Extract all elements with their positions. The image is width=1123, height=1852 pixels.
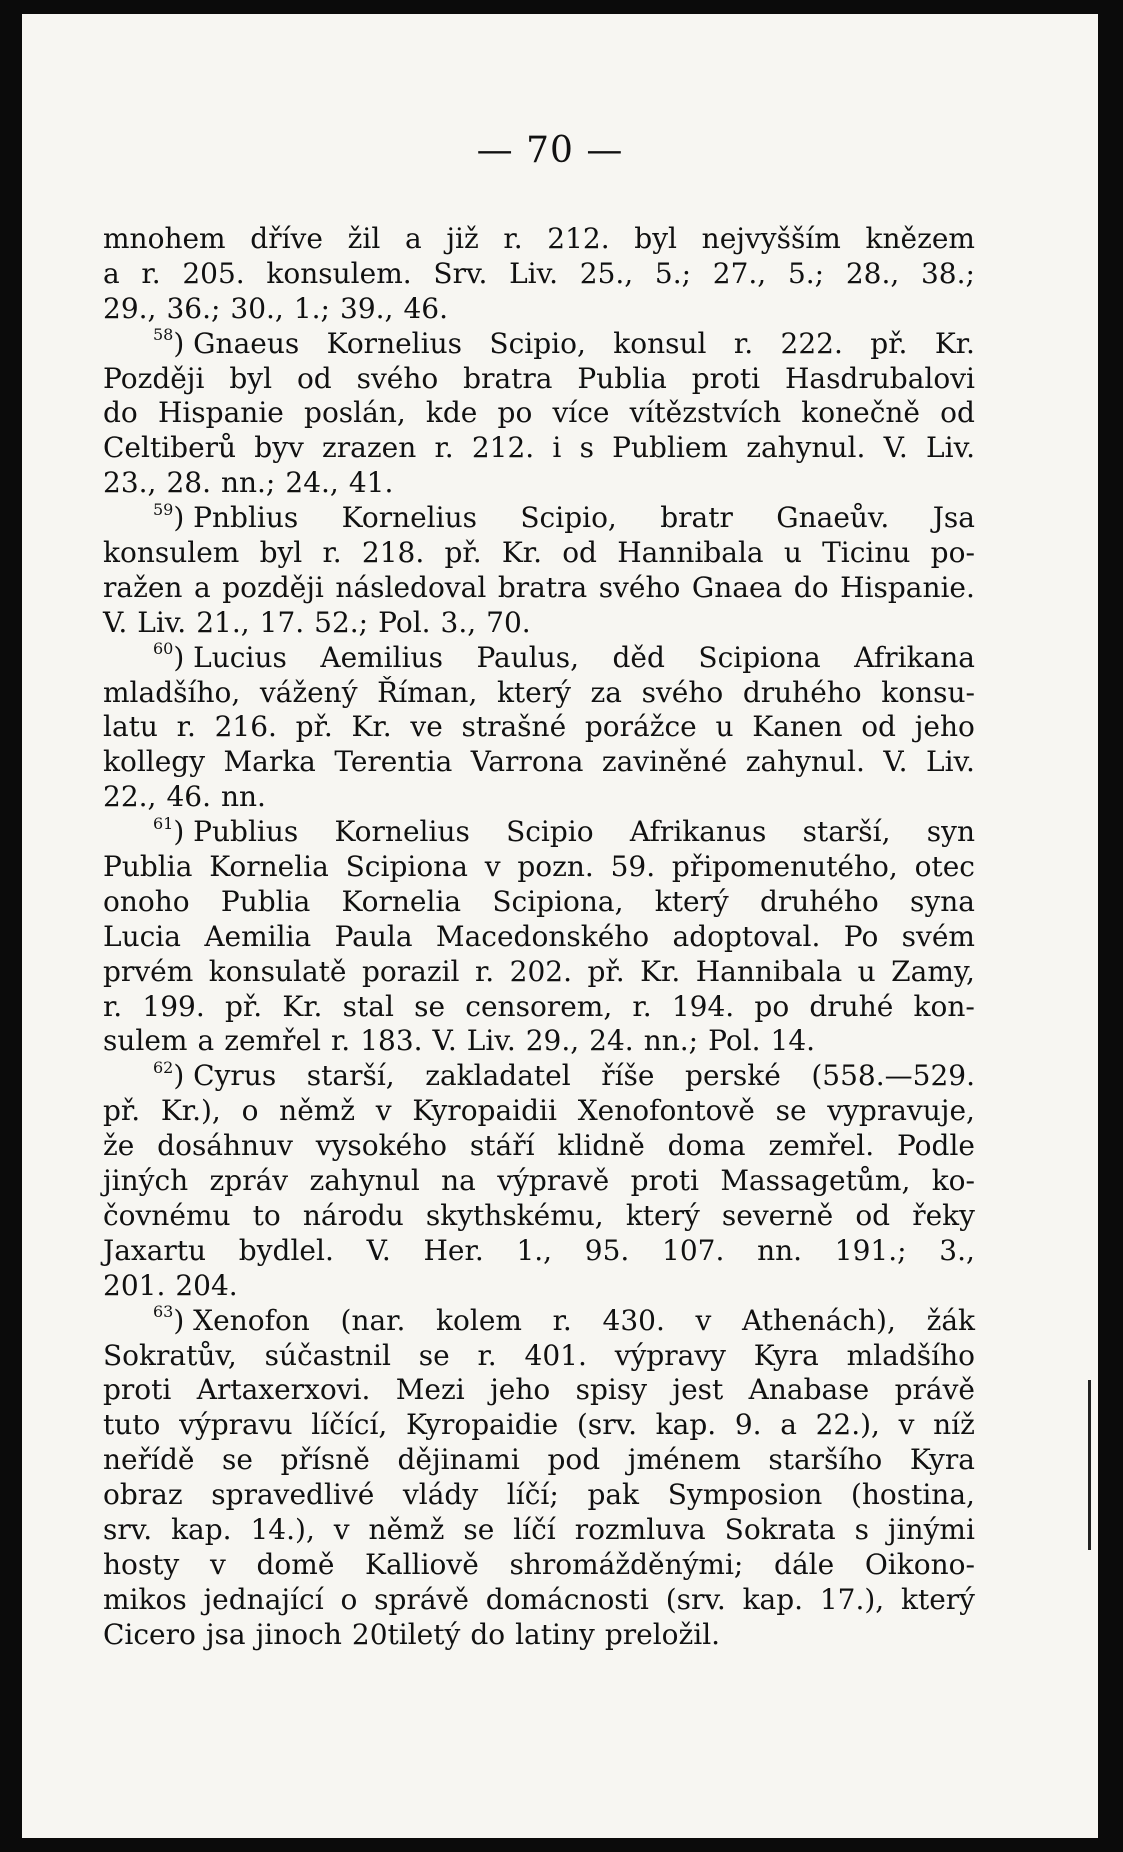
- text-line: konsulem byl r. 218. př. Kr. od Hannibala u Ticinu po-: [103, 536, 975, 570]
- text-line: tuto výpravu líčící, Kyropaidie (srv. kap. 9. a 22.), v níž: [103, 1408, 975, 1442]
- text-line: latu r. 216. př. Kr. ve strašné porážce u Kanen od jeho: [103, 710, 975, 744]
- text-line: prvém konsulatě porazil r. 202. př. Kr. Hannibala u Zamy,: [103, 954, 975, 988]
- text-line: a r. 205. konsulem. Srv. Liv. 25., 5.; 27., 5.; 28., 38.;: [103, 256, 975, 290]
- footnote-start-line: $^{63}$) Xenofon (nar. kolem r. 430. v Athenách), žák: [153, 1302, 975, 1337]
- text-line: V. Liv. 21., 17. 52.; Pol. 3., 70.: [103, 605, 531, 639]
- text-line: mladšího, vážený Říman, který za svého druhého konsu-: [103, 675, 975, 709]
- text-line: 201. 204.: [103, 1268, 238, 1302]
- text-line: Publia Kornelia Scipiona v pozn. 59. připomenutého, otec: [103, 850, 975, 884]
- text-line: neřídě se přísně dějinami pod jménem staršího Kyra: [103, 1443, 975, 1477]
- text-line: onoho Publia Kornelia Scipiona, který druhého syna: [103, 884, 975, 918]
- footnote-number: 59: [153, 499, 174, 519]
- footnote-number: 60: [153, 639, 174, 659]
- footnote-number: 63: [153, 1302, 174, 1322]
- text-line: Později byl od svého bratra Publia proti Hasdrubalovi: [103, 361, 975, 395]
- text-line: 22., 46. nn.: [103, 780, 266, 814]
- footnote-start-line: $^{61}$) Publius Kornelius Scipio Afrikanus starší, syn: [153, 813, 975, 849]
- text-line: 23., 28. nn.; 24., 41.: [103, 466, 394, 500]
- text-line: sulem a zemřel r. 183. V. Liv. 29., 24. nn.; Pol. 14.: [103, 1024, 816, 1058]
- text-line: 29., 36.; 30., 1.; 39., 46.: [103, 291, 448, 325]
- text-line: mnohem dříve žil a již r. 212. byl nejvyšším knězem: [103, 222, 975, 255]
- footnote-start-line: $^{59}$) Pnblius Kornelius Scipio, bratr Gnaeův. Jsa: [153, 499, 975, 535]
- text-line: že dosáhnuv vysokého stáří klidně doma zemřel. Podle: [103, 1129, 975, 1163]
- text-line: Cicero jsa jinoch 20tiletý do latiny preložil.: [103, 1617, 721, 1651]
- footnote-start-line: $^{58}$) Gnaeus Kornelius Scipio, konsul r. 222. př. Kr.: [153, 325, 975, 360]
- text-line: př. Kr.), o němž v Kyropaidii Xenofontově se vypravuje,: [103, 1094, 975, 1128]
- text-line: hosty v domě Kalliově shromážděnými; dále Oikono-: [103, 1547, 975, 1581]
- footnote-number: 58: [153, 325, 174, 345]
- text-line: mikos jednající o správě domácnosti (srv. kap. 17.), který: [103, 1582, 975, 1616]
- text-line: Sokratův, súčastnil se r. 401. výpravy Kyra mladšího: [103, 1338, 975, 1372]
- footnote-start-line: $^{62}$) Cyrus starší, zakladatel říše perské (558.—529.: [153, 1058, 975, 1093]
- text-line: Lucia Aemilia Paula Macedonského adoptoval. Po svém: [103, 919, 975, 953]
- margin-mark: [1088, 1380, 1091, 1550]
- text-line: kollegy Marka Terentia Varrona zaviněné zahynul. V. Liv.: [103, 745, 975, 779]
- text-line: srv. kap. 14.), v němž se líčí rozmluva Sokrata s jinými: [103, 1512, 975, 1546]
- text-line: r. 199. př. Kr. stal se censorem, r. 194. po druhé kon-: [103, 989, 975, 1023]
- footnote-start-line: $^{60}$) Lucius Aemilius Paulus, děd Scipiona Afrikana: [153, 639, 975, 674]
- text-line: ražen a později následoval bratra svého Gnaea do Hispanie.: [103, 570, 975, 604]
- text-line: jiných zpráv zahynul na výpravě proti Massagetům, ko-: [103, 1164, 975, 1198]
- text-line: Celtiberů byv zrazen r. 212. i s Publiem zahynul. V. Liv.: [103, 431, 975, 465]
- footnotes-text: [103, 222, 975, 1653]
- text-line: čovnému to národu skythskému, který severně od řeky: [103, 1198, 975, 1232]
- text-line: obraz spravedlivé vlády líčí; pak Symposion (hostina,: [103, 1478, 975, 1512]
- footnote-number: 62: [153, 1058, 174, 1078]
- page-number: — 70 —: [476, 130, 624, 171]
- text-line: Jaxartu bydlel. V. Her. 1., 95. 107. nn. 191.; 3.,: [103, 1233, 975, 1267]
- text-line: do Hispanie poslán, kde po více vítězstvích konečně od: [103, 396, 975, 430]
- text-line: proti Artaxerxovi. Mezi jeho spisy jest Anabase právě: [103, 1373, 975, 1407]
- footnote-number: 61: [153, 813, 174, 833]
